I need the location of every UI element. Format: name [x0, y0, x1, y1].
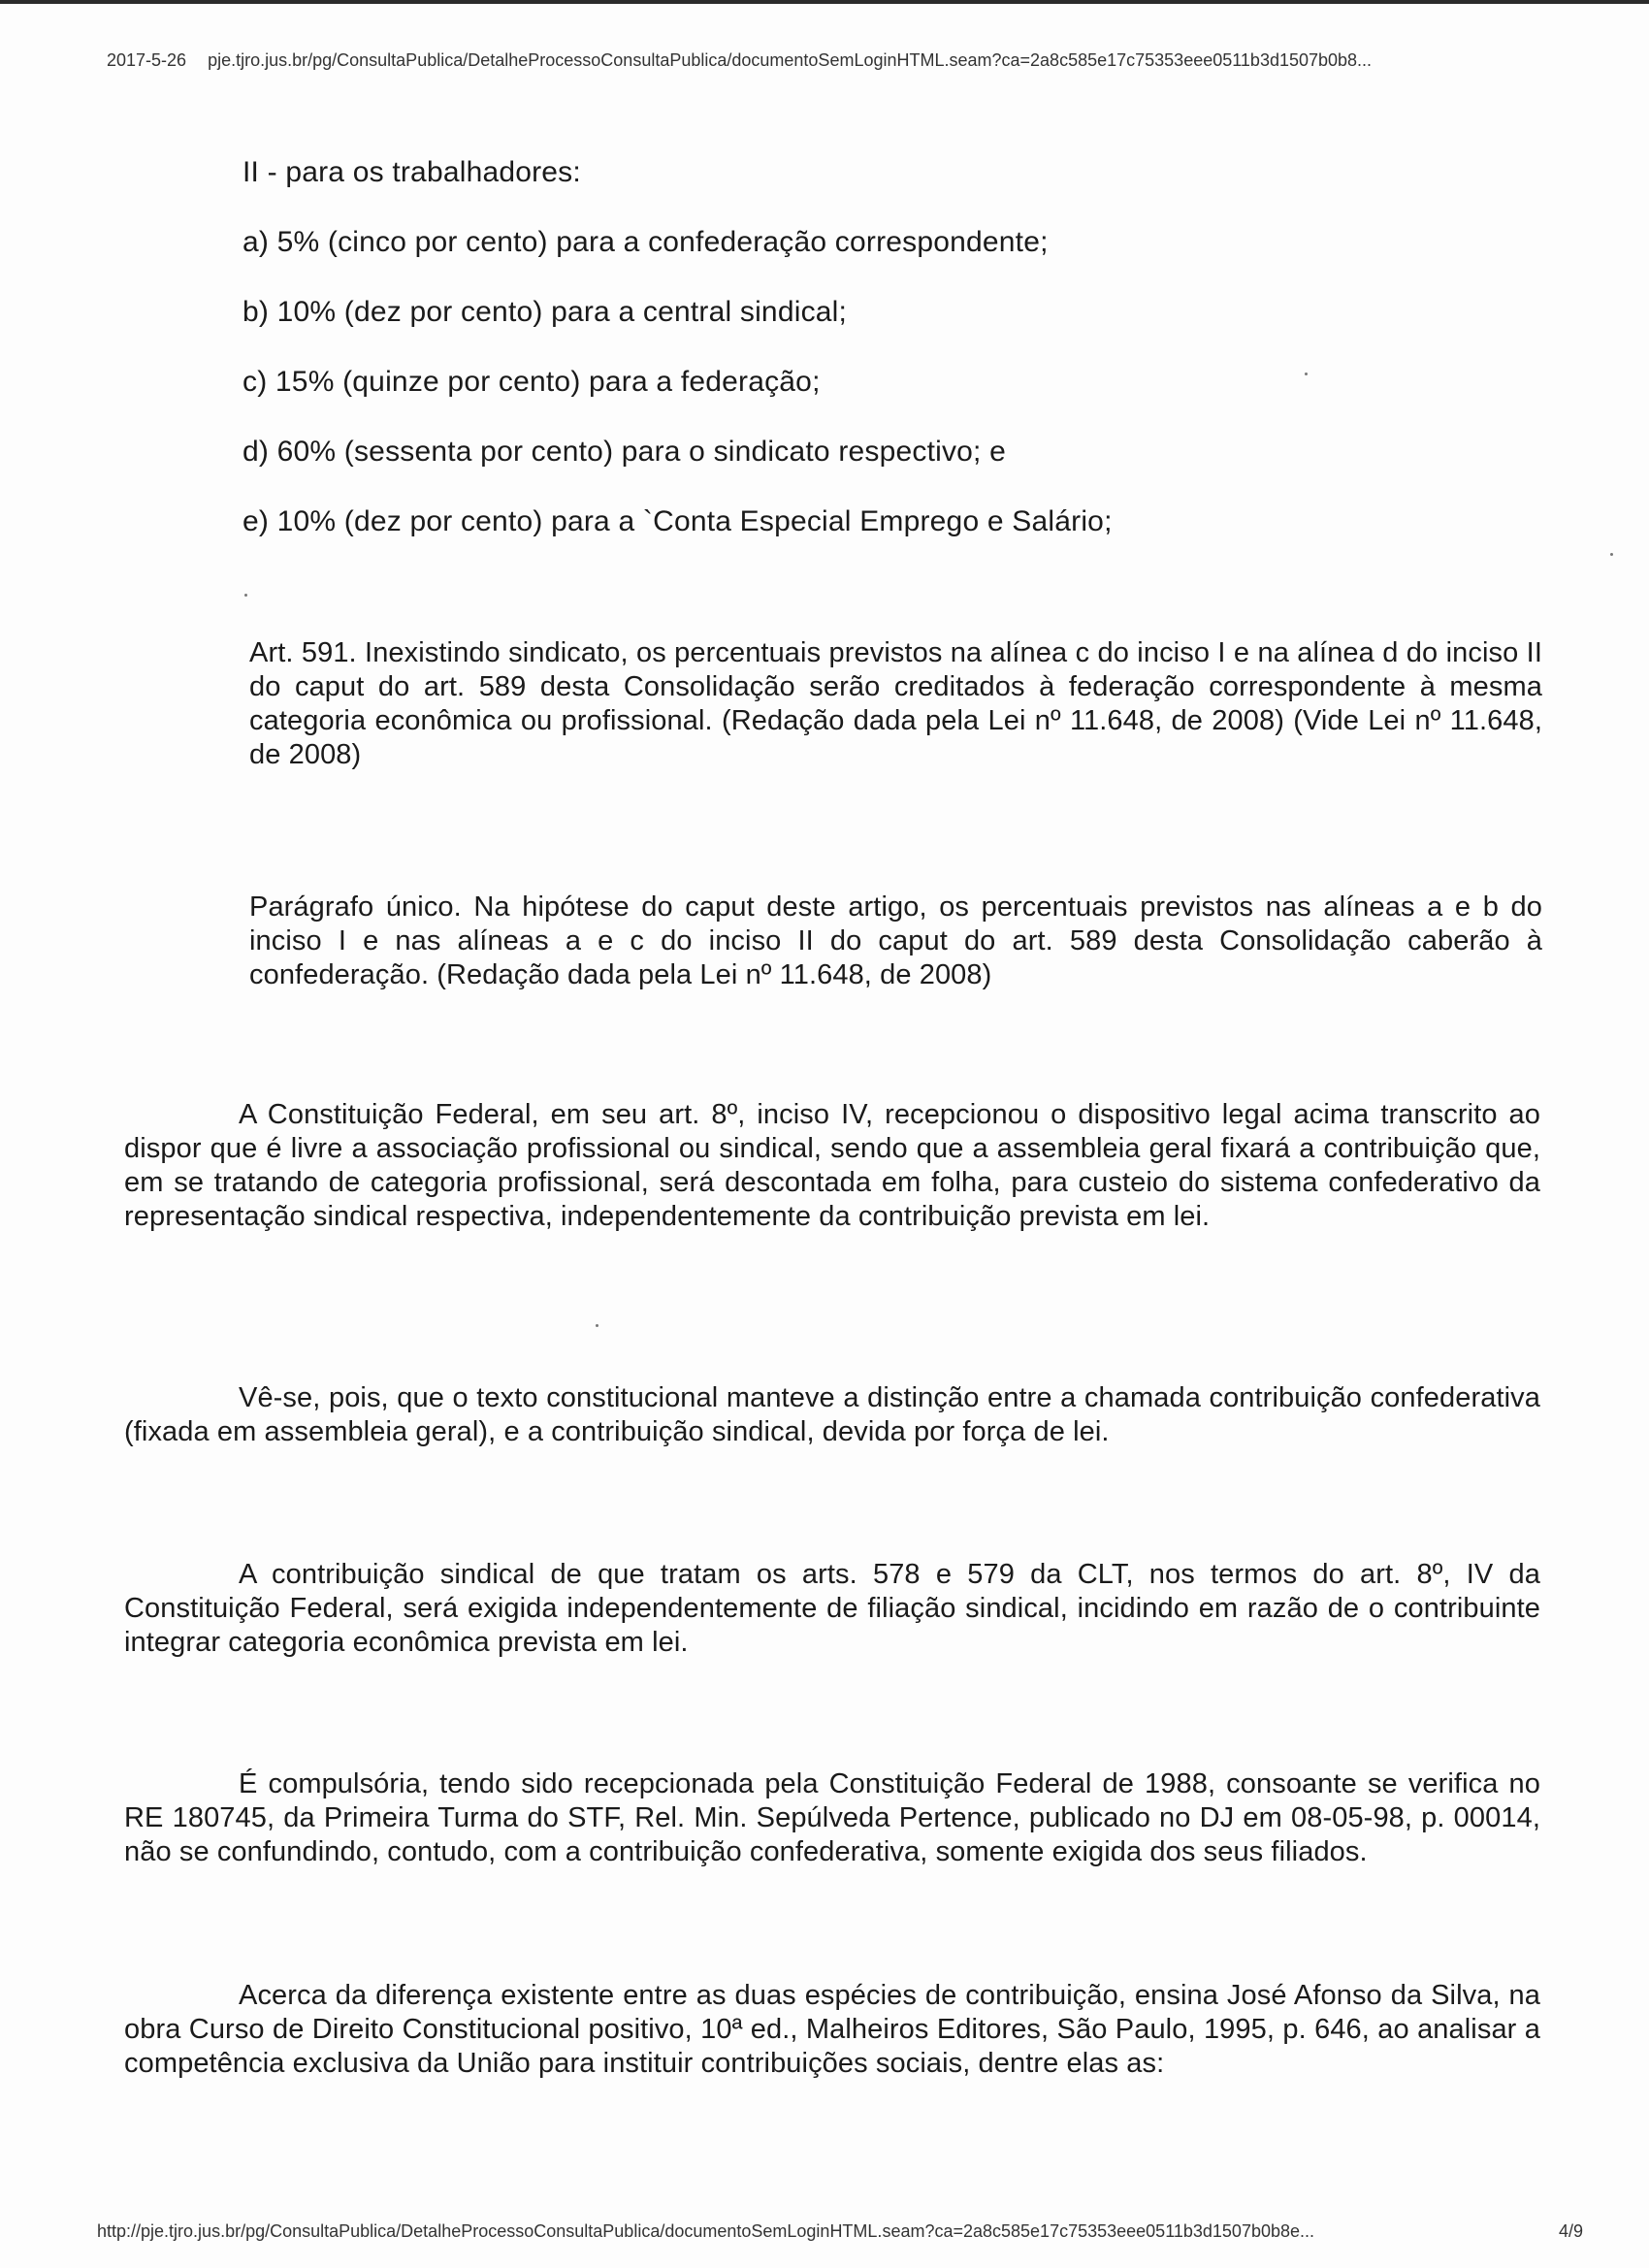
scan-speck — [1305, 373, 1308, 375]
print-date: 2017-5-26 — [107, 50, 187, 70]
body-paragraph: Acerca da diferença existente entre as duas espécies de contribuição, ensina José Afonso da Silva, na obra Curso de Direito Constitucional positivo, 10ª ed., Malheiros Editores, São Paulo, 1995, p. 646, ao analisar a competência exclusiva da União para instituir contribuições sociais, dentre elas as: — [124, 1980, 1540, 2079]
print-footer — [97, 2221, 1610, 2242]
body-paragraph: A contribuição sindical de que tratam os arts. 578 e 579 da CLT, nos termos do art. 8º, IV da Constituição Federal, será exigida independentemente de filiação sindical, incidindo em razão de o contribuinte integrar categoria econômica prevista em lei. — [124, 1559, 1540, 1658]
scan-speck — [596, 1324, 598, 1327]
list-intro: II - para os trabalhadores: — [242, 156, 581, 188]
list-item: d) 60% (sessenta por cento) para o sindicato respectivo; e — [242, 436, 1007, 468]
list-item: b) 10% (dez por cento) para a central sindical; — [242, 296, 848, 328]
body-paragraph: A Constituição Federal, em seu art. 8º, inciso IV, recepcionou o dispositivo legal acima transcrito ao dispor que é livre a associação profissional ou sindical, sendo que a assembleia geral fixará a contribuição que, em se tratando de categoria profissional, será descontada em folha, para custeio do sistema confederativo da representação sindical respectiva, independentemente da contribuição prevista em lei. — [124, 1099, 1540, 1232]
print-header-url: pje.tjro.jus.br/pg/ConsultaPublica/DetalheProcessoConsultaPublica/documentoSemLoginHTML.seam?ca=2a8c585e17c75353eee0511b3d1507b0b8... — [208, 50, 1373, 70]
list-item: c) 15% (quinze por cento) para a federação; — [242, 366, 821, 398]
body-paragraph: Vê-se, pois, que o texto constitucional manteve a distinção entre a chamada contribuição confederativa (fixada em assembleia geral), e a contribuição sindical, devida por força de lei. — [124, 1382, 1540, 1447]
print-header — [107, 50, 1620, 71]
page-number: 4/9 — [1558, 2221, 1583, 2241]
list-item: e) 10% (dez por cento) para a `Conta Especial Emprego e Salário; — [242, 505, 1113, 537]
scan-top-border — [0, 0, 1649, 4]
list-item: a) 5% (cinco por cento) para a confederação correspondente; — [242, 226, 1049, 258]
print-footer-url: http://pje.tjro.jus.br/pg/ConsultaPublica/DetalheProcessoConsultaPublica/documentoSemLoginHTML.seam?ca=2a8c585e17c75353eee0511b3d1507b0b8e... — [97, 2221, 1315, 2241]
quote-paragrafo-unico: Parágrafo único. Na hipótese do caput deste artigo, os percentuais previstos nas alíneas a e b do inciso I e nas alíneas a e c do inciso II do caput do art. 589 desta Consolidação caberão à confederação. (Redação dada pela Lei nº 11.648, de 2008) — [249, 891, 1542, 990]
scan-speck — [244, 594, 247, 597]
quote-art-591: Art. 591. Inexistindo sindicato, os percentuais previstos na alínea c do inciso I e na alínea d do inciso II do caput do art. 589 desta Consolidação serão creditados à federação correspondente à mesma categoria econômica ou profissional. (Redação dada pela Lei nº 11.648, de 2008) (Vide Lei nº 11.648, de 2008) — [249, 637, 1542, 770]
worker-percentages-list — [242, 155, 1406, 574]
body-paragraph: É compulsória, tendo sido recepcionada pela Constituição Federal de 1988, consoante se verifica no RE 180745, da Primeira Turma do STF, Rel. Min. Sepúlveda Pertence, publicado no DJ em 08-05-98, p. 00014, não se confundindo, contudo, com a contribuição confederativa, somente exigida dos seus filiados. — [124, 1768, 1540, 1867]
scan-speck — [1610, 553, 1613, 556]
